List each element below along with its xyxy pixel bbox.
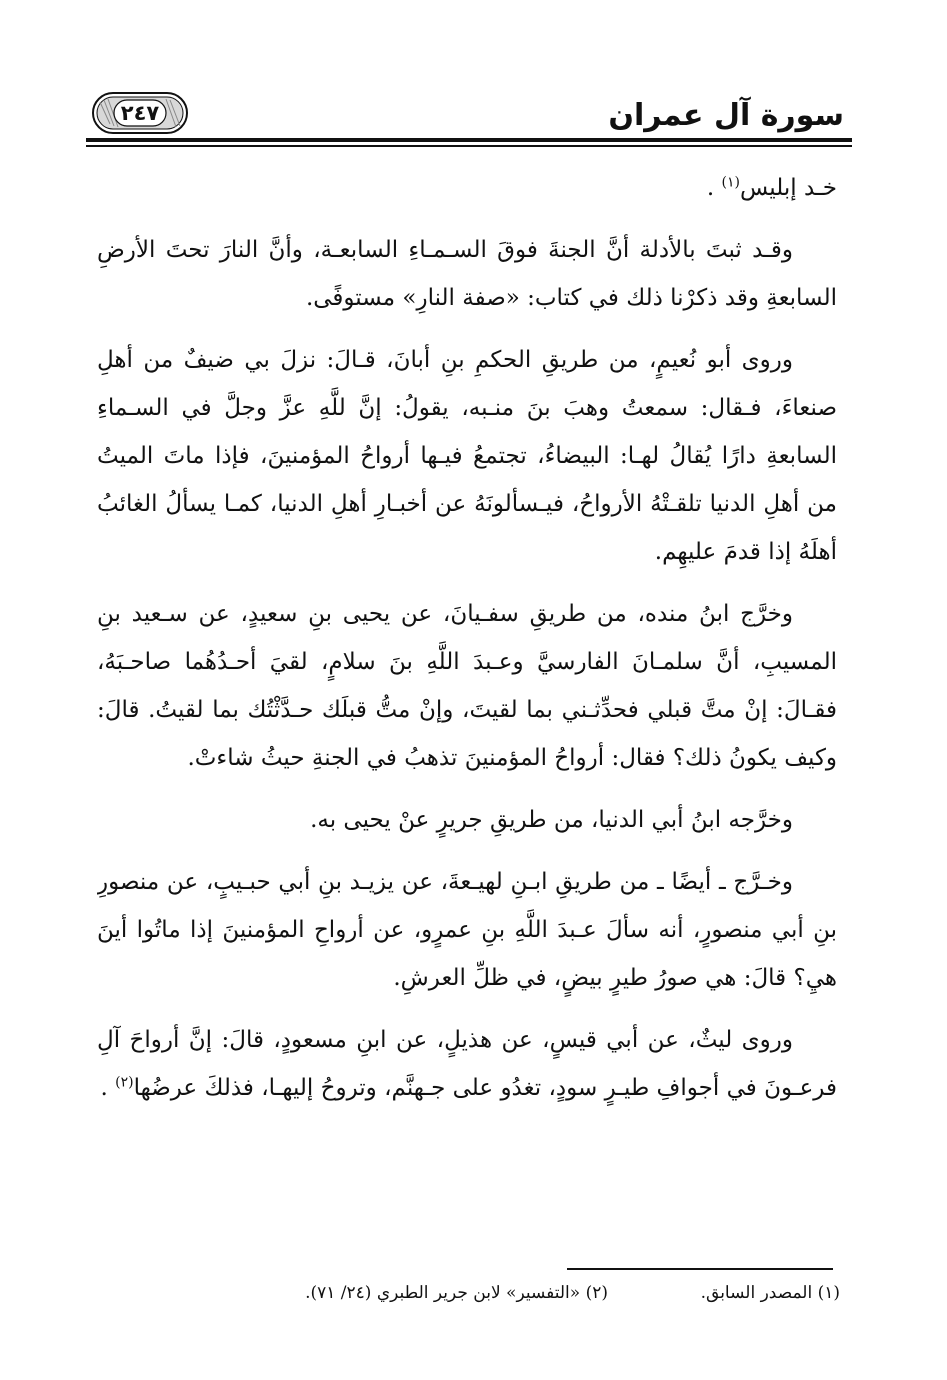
paragraph: وخـرَّج ـ أيضًا ـ من طريقِ ابـنِ لهيـعةَ، عن يزيـد بنِ أبي حبـيبٍ، عن منصورِ بنِ أبي منصورٍ، أنه سألَ عـبدَ اللَّهِ بنِ عمرٍو، عن أرواحِ المؤمنينَ إذا ماتُوا أينَ هيِ؟ قالَ: هي صورُ طيرٍ بيضٍ، في ظلِّ العرشِ. <box>97 869 837 991</box>
footnote-ref: (٢) <box>115 1074 134 1091</box>
paragraph: وروى أبو نُعيمٍ، من طريقِ الحكمِ بنِ أبانَ، قـالَ: نزلَ بي ضيفٌ من أهلِ صنعاءَ، فـقال: سمعتُ وهبَ بنَ منـبه، يقولُ: إنَّ للَّهِ عزَّ وجلَّ في السـماءِ السابعةِ دارًا يُقالُ لهـا: البيضاءُ، تجتمعُ فيـها أرواحُ المؤمنينَ، فإذا ماتَ الميتُ من أهلِ الدنيا تلقـتْهُ الأرواحُ، فيـسألونَهُ عن أخبـارِ أهلِ الدنيا، كمـا يسألُ الغائبُ أهلَهُ إذا قدمَ عليهِم. <box>97 347 837 565</box>
footnote-ref: (١) <box>721 174 740 191</box>
footnote-1: (١) المصدر السابق. <box>700 1283 840 1303</box>
main-text <box>97 164 837 1254</box>
paragraph: خـد إبليس$^{(١)}$ . <box>706 174 837 201</box>
page-number: ٢٤٧ <box>120 101 160 125</box>
header-rule-thin <box>86 145 852 147</box>
paragraph: وخرَّجه ابنُ أبي الدنيا، من طريقِ جريرٍ عنْ يحيى به. <box>310 807 793 833</box>
footnote-separator <box>567 1268 833 1270</box>
footnotes <box>150 1276 840 1312</box>
footnote-2: (٢) «التفسير» لابن جرير الطبري (٢٤/ ٧١). <box>305 1283 608 1303</box>
header-rule-thick <box>86 138 852 142</box>
paragraph: وقـد ثبتَ بالأدلة أنَّ الجنةَ فوقَ السـمـاءِ السابعـة، وأنَّ النارَ تحتَ الأرضِ السابعةِ وقد ذكرْنا ذلك في كتاب: «صفة النارِ» مستوفًى. <box>97 237 837 311</box>
page-number-ornament <box>92 92 188 134</box>
paragraph: وروى ليثٌ، عن أبي قيسٍ، عن هذيلٍ، عن ابنِ مسعودٍ، قالَ: إنَّ أرواحَ آلِ فرعـونَ في أجوافِ طيـرٍ سودٍ، تغدُو على جـهنَّم، وتروحُ إليهـا، فذلكَ عرضُها$^{(٢)}$ . <box>97 1027 837 1101</box>
surah-title: سورة آل عمران <box>608 98 844 133</box>
page-header <box>86 88 852 148</box>
paragraph: وخرَّج ابنُ منده، من طريقِ سفـيانَ، عن يحيى بنِ سعيدٍ، عن سـعيد بنِ المسيبِ، أنَّ سلمـانَ الفارسيَّ وعـبدَ اللَّهِ بنَ سلامٍ، لقيَ أحـدُهُما صاحـبَهُ، فقـالَ: إنْ متَّ قبلي فحدِّثـني بما لقيتَ، وإنْ متُّ قبلَك حـدَّثْتُك بما لقيتُ. قالَ: وكيف يكونُ ذلك؟ فقال: أرواحُ المؤمنينَ تذهبُ في الجنةِ حيثُ شاءتْ. <box>97 601 837 771</box>
